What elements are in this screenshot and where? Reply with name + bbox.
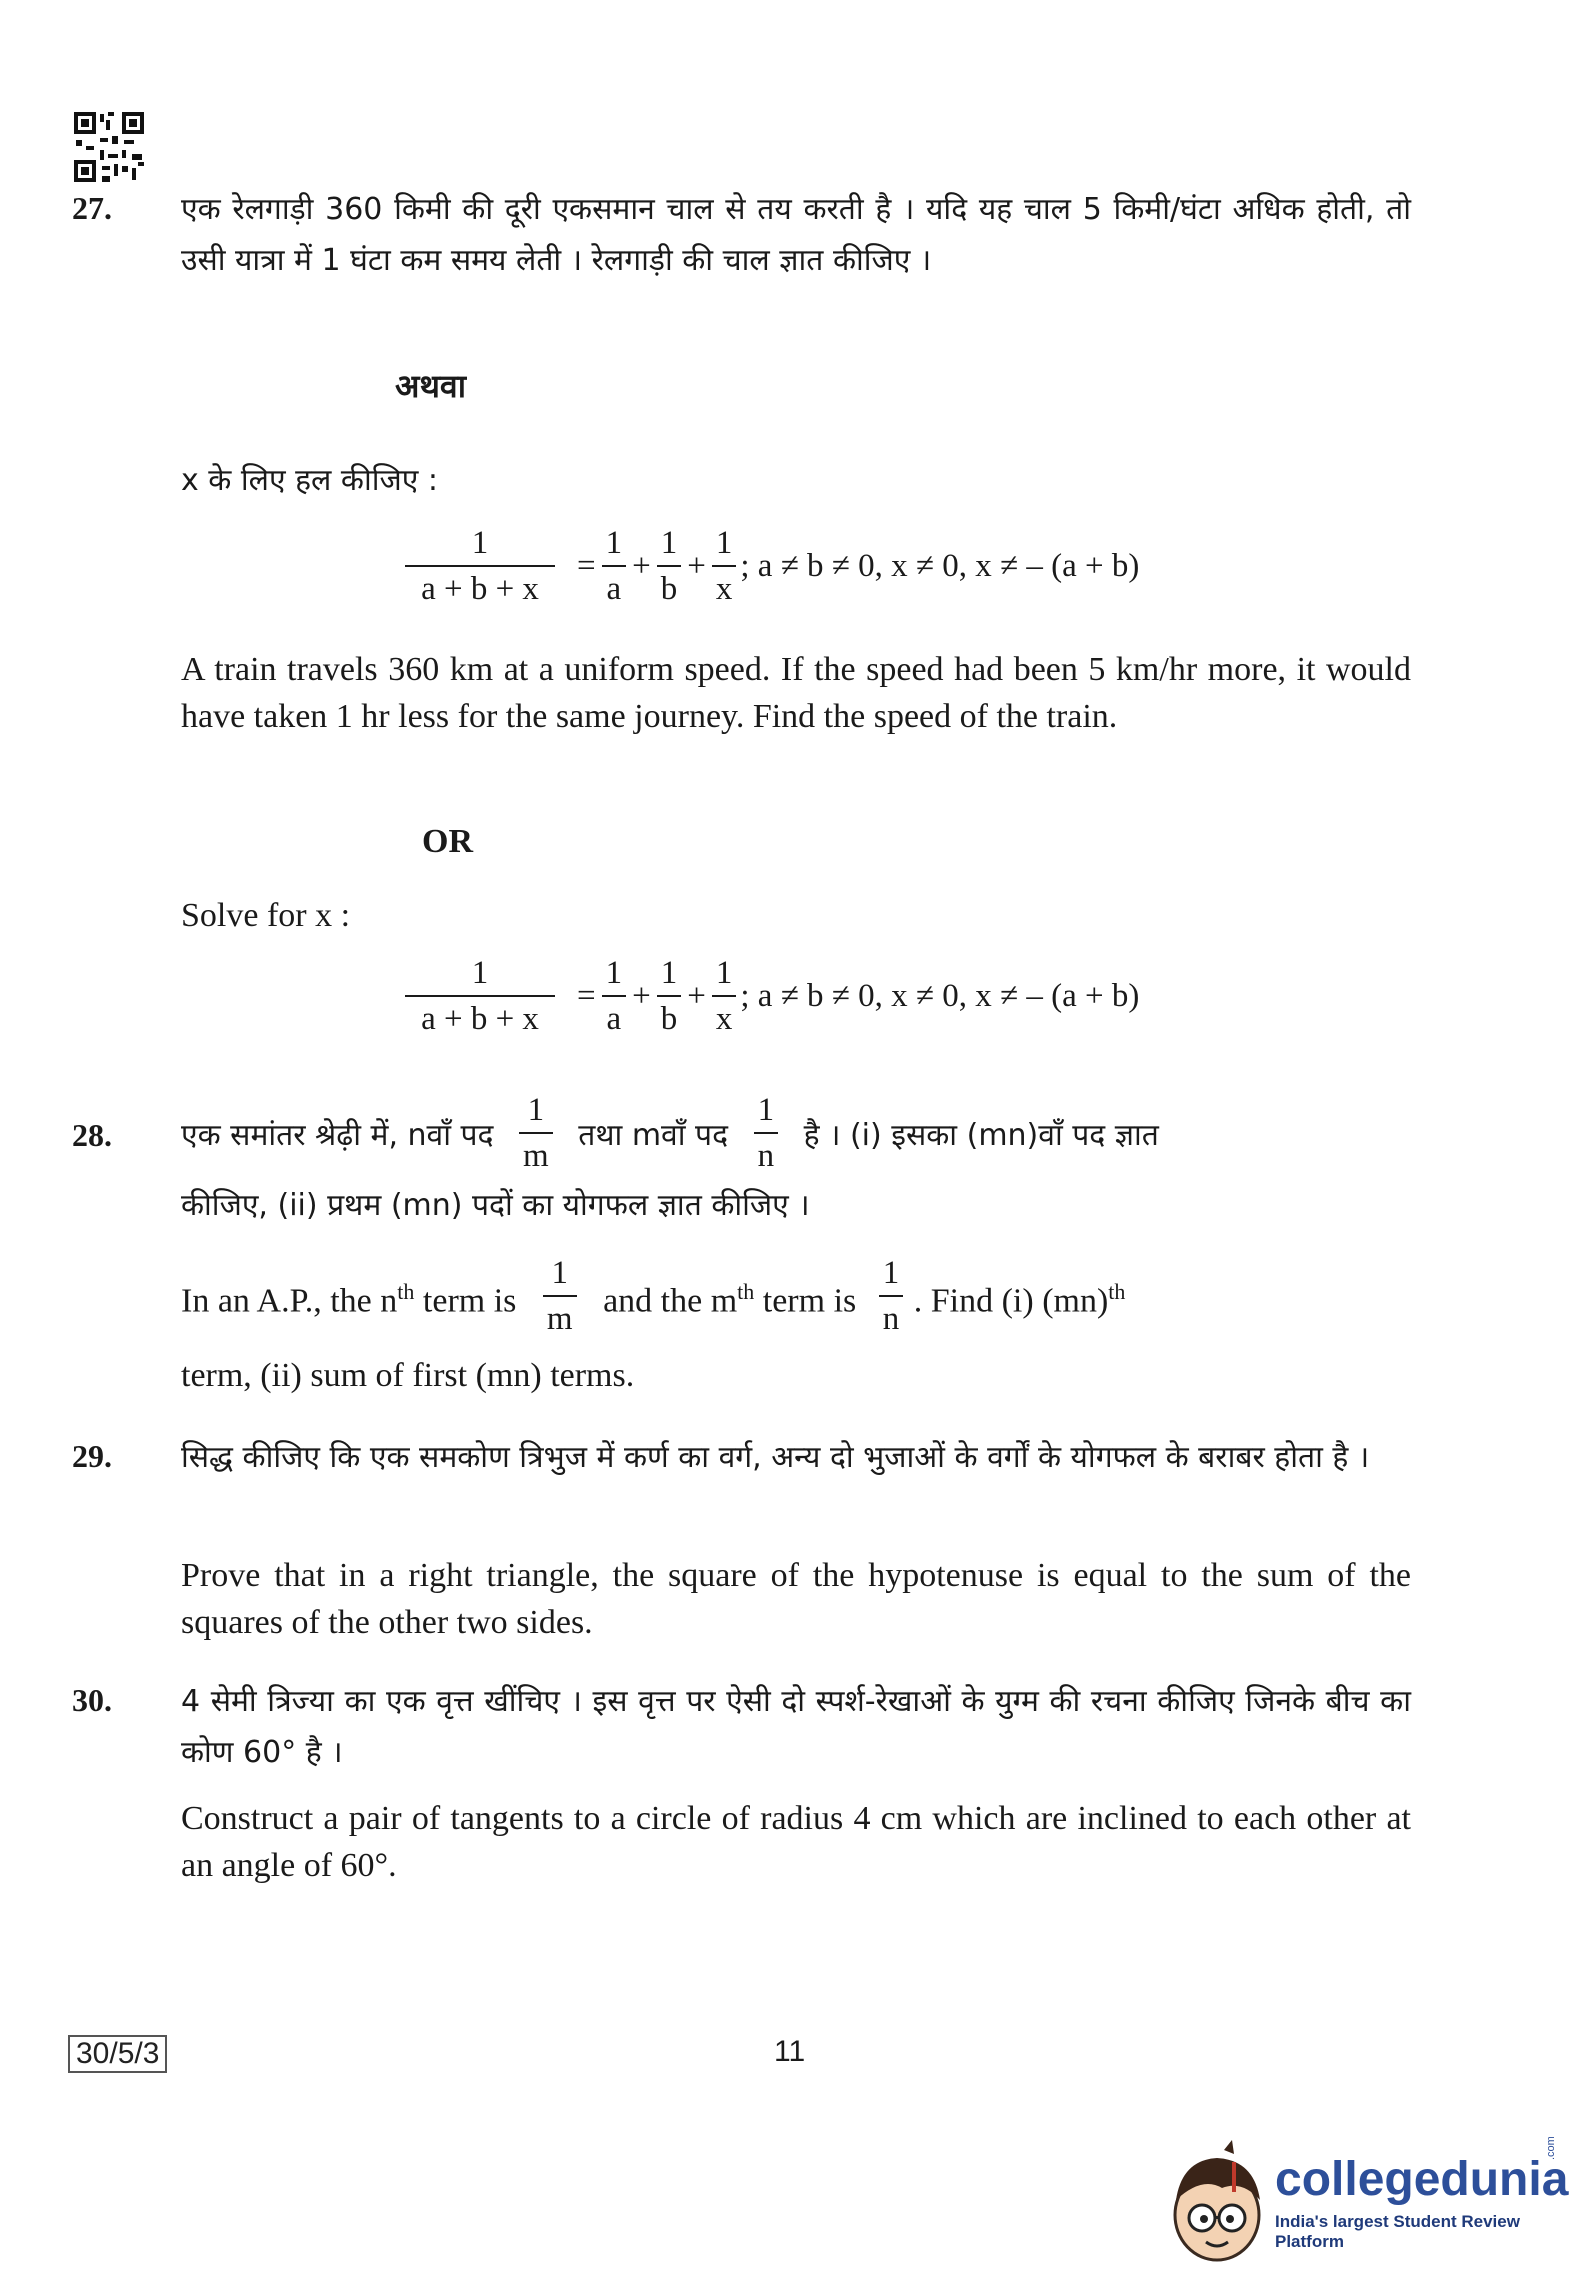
q27-english-solve: Solve for x : [181,897,351,934]
brand-name: collegedunia [1275,2153,1569,2206]
question-number: 28. [72,1117,112,1153]
q29-hindi-text: सिद्ध कीजिए कि एक समकोण त्रिभुज में कर्ण का वर्ग, अन्य दो भुजाओं के वर्गों के योगफल के बराबर होता है । [181,1440,1370,1475]
q27-hindi-text: एक रेलगाड़ी 360 किमी की दूरी एकसमान चाल से तय करती है । यदि यह चाल 5 किमी/घंटा अधिक होती, तो उसी यात्रा में 1 घंटा कम समय लेती । रेलगाड़ी की चाल ज्ञात कीजिए । [181,192,1411,278]
q30-hindi-text: 4 सेमी त्रिज्या का एक वृत्त खींचिए । इस वृत्त पर ऐसी दो स्पर्श-रेखाओं के युग्म की रचना कीजिए जिनके बीच का कोण 60° है । [181,1684,1411,1770]
brand-tagline: India's largest Student Review Platform [1275,2212,1520,2251]
q27-english-equation: $\frac{1}{a + b + x}$ = $\frac{1}{a}$ + $\frac{1}{b}$ + $\frac{1}{x}$ ; a ≠ b ≠ 0, x ≠ 0, x ≠ – (a + b) [405,955,1139,1037]
question-number: 30. [72,1682,112,1718]
q30-english-text: Construct a pair of tangents to a circle of radius 4 cm which are inclined to each other at an angle of 60°. [181,1800,1411,1884]
paper-code: 30/5/3 [68,2035,167,2073]
q28-hindi-line1: एक समांतर श्रेढ़ी में, nवाँ पद $\frac{1}{m}$ तथा mवाँ पद $\frac{1}{n}$ है । (i) इसका (mn)वाँ पद ज्ञात [181,1092,1159,1174]
q29-english-text: Prove that in a right triangle, the square of the hypotenuse is equal to the sum of the squares of the other two sides. [181,1557,1411,1641]
collegedunia-mascot-logo [1162,2140,1272,2270]
q28-english-line1: In an A.P., the $n^{th}$ term is $\frac{1}{m}$ and the $m^{th}$ term is $\frac{1}{n}$ . Find (i) (mn)$^{th}$ [181,1255,1126,1337]
q28-hindi-line2: कीजिए, (ii) प्रथम (mn) पदों का योगफल ज्ञात कीजिए । [181,1188,810,1223]
q28-english-line2: term, (ii) sum of first (mn) terms. [181,1357,635,1394]
brand-tld: .com [1545,2136,1557,2160]
question-number: 29. [72,1438,112,1474]
q27-hindi-or: अथवा [395,367,466,405]
q27-english-text: A train travels 360 km at a uniform speed. If the speed had been 5 km/hr more, it would have taken 1 hr less for the same journey. Find the speed of the train. [181,651,1411,735]
page-number: 11 [774,2035,806,2068]
qr-code [72,110,146,184]
q27-hindi-solve: x के लिए हल कीजिए : [181,463,438,498]
q27-hindi-equation: $\frac{1}{a + b + x}$ = $\frac{1}{a}$ + $\frac{1}{b}$ + $\frac{1}{x}$ ; a ≠ b ≠ 0, x ≠ 0, x ≠ – (a + b) [405,525,1139,607]
q27-english-or: OR [422,823,473,860]
question-number: 27. [72,190,112,226]
